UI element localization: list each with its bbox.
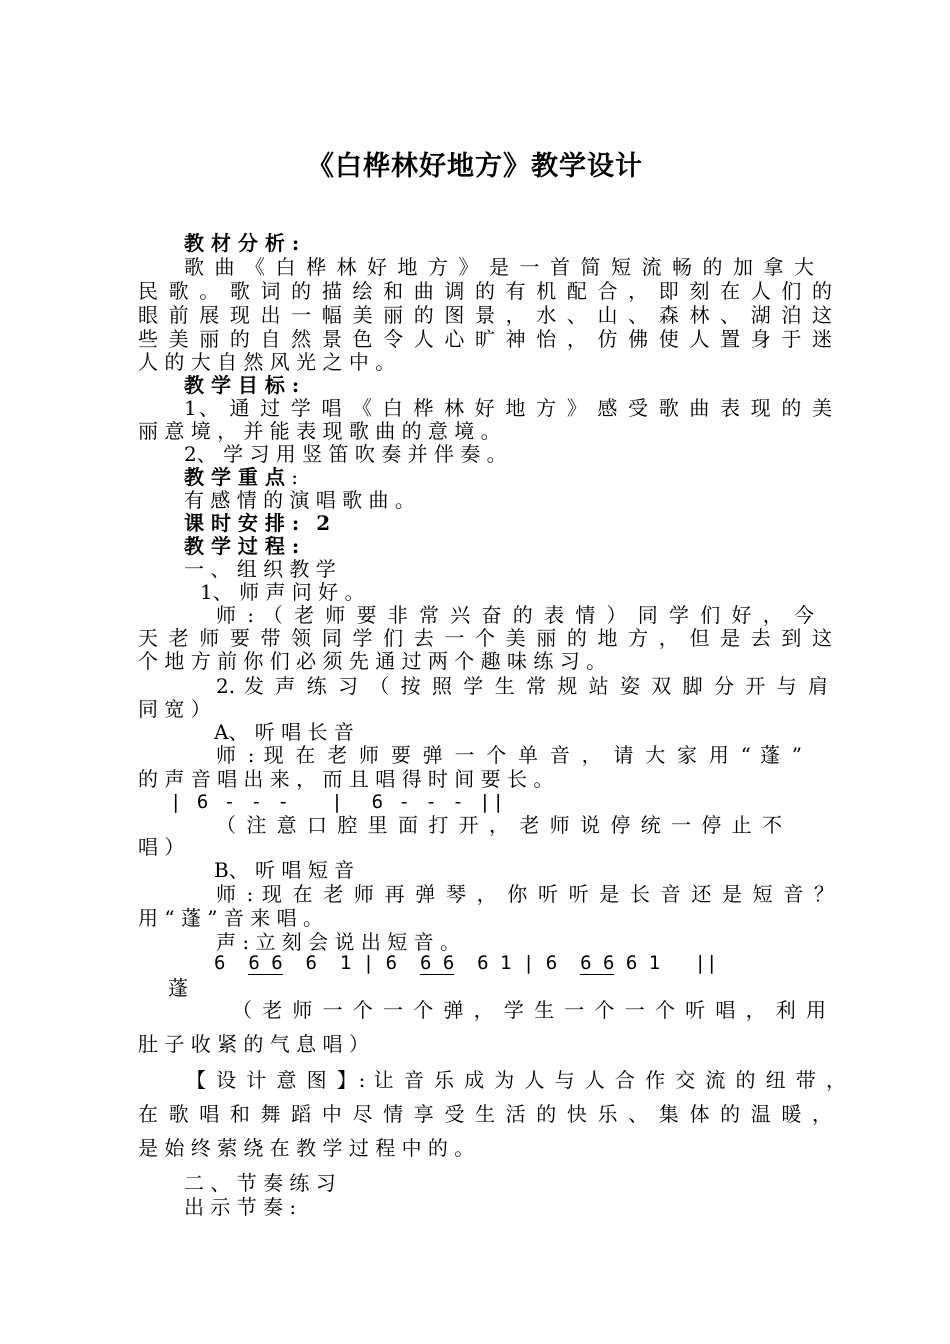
part2-title: 二 、 节 奏 练 习 [184, 1171, 336, 1195]
section-b-note-1: （ 老 师 一 个 一 个 弹 ， 学 生 一 个 一 个 听 唱 ， 利 用 [232, 998, 826, 1022]
goals-line-3: 2、 学 习 用 竖 笛 吹 奏 并 伴 奏 。 [184, 442, 507, 466]
analysis-line-3: 眼 前 展 现 出 一 幅 美 丽 的 图 景 ， 水 、 山 、 森 林 、 湖 泊 这 [138, 303, 832, 327]
analysis-line-2: 民 歌 。 歌 词 的 描 绘 和 曲 调 的 有 机 配 合 ， 即 刻 在 人 们 的 [138, 279, 832, 303]
step2-line-1: 2. 发 声 练 习 （ 按 照 学 生 常 规 站 姿 双 脚 分 开 与 肩 [216, 674, 828, 698]
focus-content: 有 感 情 的 演 唱 歌 曲 。 [184, 488, 415, 512]
focus-heading: 教 学 重 点 [184, 465, 285, 489]
goals-line-2: 丽 意 境 ， 并 能 表 现 歌 曲 的 意 境 。 [138, 419, 501, 443]
section-a-notation: | 6 - - - | 6 - - - || [170, 791, 506, 813]
section-a-teacher-1: 师 : 现 在 老 师 要 弹 一 个 单 音 ， 请 大 家 用 “ 蓬 ” [216, 743, 802, 767]
process-heading: 教 学 过 程 : [184, 534, 300, 558]
schedule-value: 2 [316, 511, 331, 535]
document-title: 《白桦林好地方》教学设计 [307, 151, 643, 182]
section-b-title: B、 听 唱 短 音 [214, 858, 355, 882]
step1-title: 1、 师 声 问 好 。 [200, 580, 365, 604]
section-b-notation [214, 950, 717, 976]
section-a-title: A、 听 唱 长 音 [214, 720, 354, 744]
section-b-teacher-2: 用 “ 蓬 ” 音 来 唱 。 [138, 906, 323, 930]
part1-title: 一 、 组 织 教 学 [184, 557, 336, 581]
section-b-voice: 声 : 立 刻 会 说 出 短 音 。 [216, 930, 460, 954]
goals-line-1: 1、 通 过 学 唱 《 白 桦 林 好 地 方 》 感 受 歌 曲 表 现 的 美 [184, 396, 832, 420]
section-a-note-1: （ 注 意 口 腔 里 面 打 开 ， 老 师 说 停 统 一 停 止 不 [216, 813, 782, 837]
section-b-note-2: 肚 子 收 紧 的 气 息 唱 ） [138, 1032, 369, 1056]
teacher1-line-1: 师 : （ 老 师 要 非 常 兴 奋 的 表 情 ） 同 学 们 好 ， 今 [216, 603, 814, 627]
analysis-heading: 教 材 分 析 : [184, 231, 300, 255]
goals-heading: 教 学 目 标 : [184, 373, 300, 397]
part2-show: 出 示 节 奏 : [184, 1195, 297, 1219]
notation-part-3: 6 1 | 6 [454, 952, 581, 974]
teacher1-line-3: 个 地 方 前 你 们 必 须 先 通 过 两 个 趣 味 练 习 。 [138, 649, 607, 673]
design-intent-line-2: 在 歌 唱 和 舞 蹈 中 尽 情 享 受 生 活 的 快 乐 、 集 体 的 温 暖 ， [138, 1102, 832, 1126]
analysis-line-1: 歌 曲 《 白 桦 林 好 地 方 》 是 一 首 简 短 流 畅 的 加 拿 大 [184, 255, 814, 279]
section-b-lyric: 蓬 [168, 976, 188, 1000]
design-intent-line-3: 是 始 终 萦 绕 在 教 学 过 程 中 的 。 [138, 1136, 475, 1160]
design-intent-line-1: 【 设 计 意 图 】: 让 音 乐 成 为 人 与 人 合 作 交 流 的 纽 带 ， [186, 1068, 846, 1092]
section-a-note-2: 唱 ） [138, 835, 185, 859]
analysis-line-5: 人 的 大 自 然 风 光 之 中 。 [138, 350, 396, 374]
schedule-heading: 课 时 安 排 : [184, 511, 300, 535]
notation-part-4: 6 1 || [614, 952, 718, 974]
section-b-teacher-1: 师 : 现 在 老 师 再 弹 琴 ， 你 听 听 是 长 音 还 是 短 音 ？ [216, 882, 834, 906]
notation-part-1: 6 [214, 952, 249, 974]
notation-underlined-3: 6 6 [580, 952, 615, 974]
notation-part-2: 6 1 | 6 [282, 952, 420, 974]
teacher1-line-2: 天 老 师 要 带 领 同 学 们 去 一 个 美 丽 的 地 方 ， 但 是 去 到 这 [138, 626, 832, 650]
notation-underlined-2: 6 6 [419, 952, 455, 974]
focus-colon: : [291, 465, 298, 489]
step2-line-2: 同 宽 ） [138, 697, 211, 721]
analysis-line-4: 些 美 丽 的 自 然 景 色 令 人 心 旷 神 怡 ， 仿 佛 使 人 置 身 于 迷 [138, 327, 832, 351]
notation-underlined-1: 6 6 [248, 952, 283, 974]
section-a-teacher-2: 的 声 音 唱 出 来 ， 而 且 唱 得 时 间 要 长 。 [138, 767, 554, 791]
